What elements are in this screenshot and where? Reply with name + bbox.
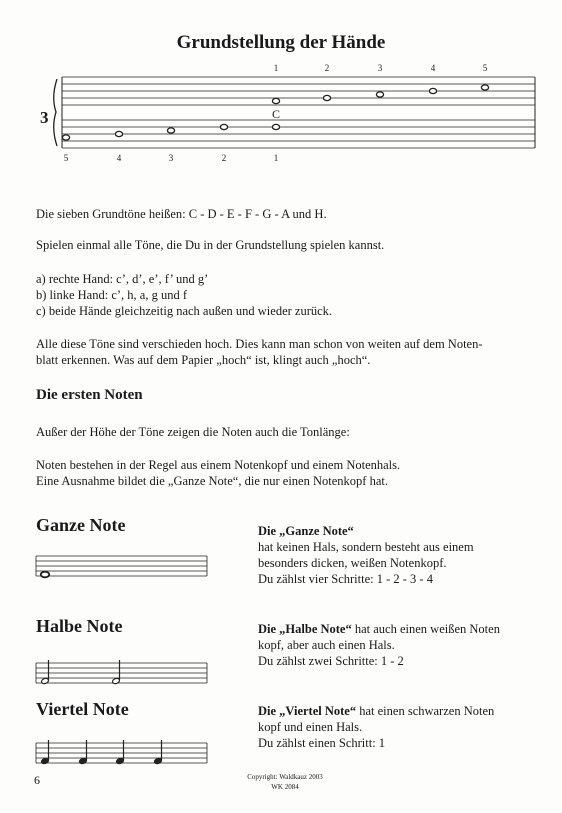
note-head [481, 85, 488, 90]
note-head [272, 124, 279, 129]
description-line [258, 523, 474, 539]
note-head [62, 135, 69, 140]
finger-number: 1 [273, 153, 279, 163]
list-item: a) rechte Hand: c’, d’, e’, f’ und g’ [36, 272, 209, 286]
system-number: 3 [40, 108, 49, 127]
intro-line: Außer der Höhe der Töne zeigen die Noten auch die Tonlänge: [36, 425, 350, 439]
finger-number: 2 [324, 63, 330, 73]
finger-number: 1 [273, 63, 279, 73]
description-bold: Die „Viertel Note“ [258, 704, 357, 718]
fingering-bottom [64, 153, 279, 163]
note-head [220, 124, 227, 129]
paragraph-grundtoene: Die sieben Grundtöne heißen: C - D - E - F - G - A und H. [36, 207, 327, 221]
section-heading: Die ersten Noten [36, 387, 143, 403]
grand-staff [54, 77, 535, 148]
half-note-description [258, 621, 500, 669]
description-bold: Die „Ganze Note“ [258, 524, 354, 538]
note-head [429, 88, 436, 93]
description-line: hat keinen Hals, sondern besteht aus einem [258, 540, 474, 554]
list-item: c) beide Hände gleichzeitig nach außen und wieder zurück. [36, 304, 333, 318]
note-head [115, 131, 122, 136]
paragraph-hoch-line: Alle diese Töne sind verschieden hoch. Dies kann man schon von weiten auf dem Noten- [36, 337, 483, 351]
half-note-staff [36, 663, 207, 683]
intro-line: Eine Ausnahme bildet die „Ganze Note“, die nur einen Notenkopf hat. [36, 474, 388, 488]
description-line: kopf und einen Hals. [258, 720, 363, 734]
note-head [167, 128, 174, 133]
half-note-heading: Halbe Note [36, 616, 123, 636]
quarter-note-description [258, 703, 494, 751]
note-head [323, 95, 330, 100]
paragraph-hoch-line: blatt erkennen. Was auf dem Papier „hoch“ ist, klingt auch „hoch“. [36, 353, 371, 367]
description-rest: hat auch einen weißen Noten [351, 622, 500, 636]
description-line: Du zählst einen Schritt: 1 [258, 736, 386, 750]
finger-number: 4 [116, 153, 122, 163]
page-number: 6 [34, 773, 40, 787]
note-head [272, 98, 279, 103]
finger-number: 5 [63, 153, 69, 163]
description-rest: hat einen schwarzen Noten [356, 704, 495, 718]
finger-number: 3 [168, 153, 174, 163]
finger-number: 4 [430, 63, 436, 73]
intro-line: Noten bestehen in der Regel aus einem Notenkopf und einem Notenhals. [36, 458, 401, 472]
description-line: kopf, aber auch einen Hals. [258, 638, 395, 652]
half-notes [41, 660, 120, 685]
whole-note-heading: Ganze Note [36, 515, 126, 535]
description-line [258, 703, 494, 719]
finger-number: 3 [377, 63, 383, 73]
whole-note-staff [36, 556, 207, 576]
finger-number: 2 [221, 153, 227, 163]
description-bold: Die „Halbe Note“ [258, 622, 352, 636]
page-title: Grundstellung der Hände [176, 32, 386, 53]
middle-c-label: C [271, 107, 281, 121]
brace [54, 79, 57, 146]
quarter-note-heading: Viertel Note [36, 699, 129, 719]
description-line: Du zählst zwei Schritte: 1 - 2 [258, 654, 404, 668]
finger-number: 5 [482, 63, 488, 73]
list-item: b) linke Hand: c’, h, a, g und f [36, 288, 188, 302]
copyright-note: Copyright: Waldkauz 2003 [247, 773, 323, 781]
description-line: besonders dicken, weißen Notenkopf. [258, 556, 447, 570]
description-line: Du zählst vier Schritte: 1 - 2 - 3 - 4 [258, 572, 433, 586]
catalog-code: WK 2084 [271, 783, 299, 791]
fingering-top [274, 63, 488, 73]
whole-note-head [41, 572, 49, 578]
paragraph-spielen: Spielen einmal alle Töne, die Du in der Grundstellung spielen kannst. [36, 238, 385, 252]
note-head [376, 92, 383, 97]
quarter-notes [41, 740, 162, 765]
whole-note-description [258, 523, 474, 587]
description-line [258, 621, 500, 637]
